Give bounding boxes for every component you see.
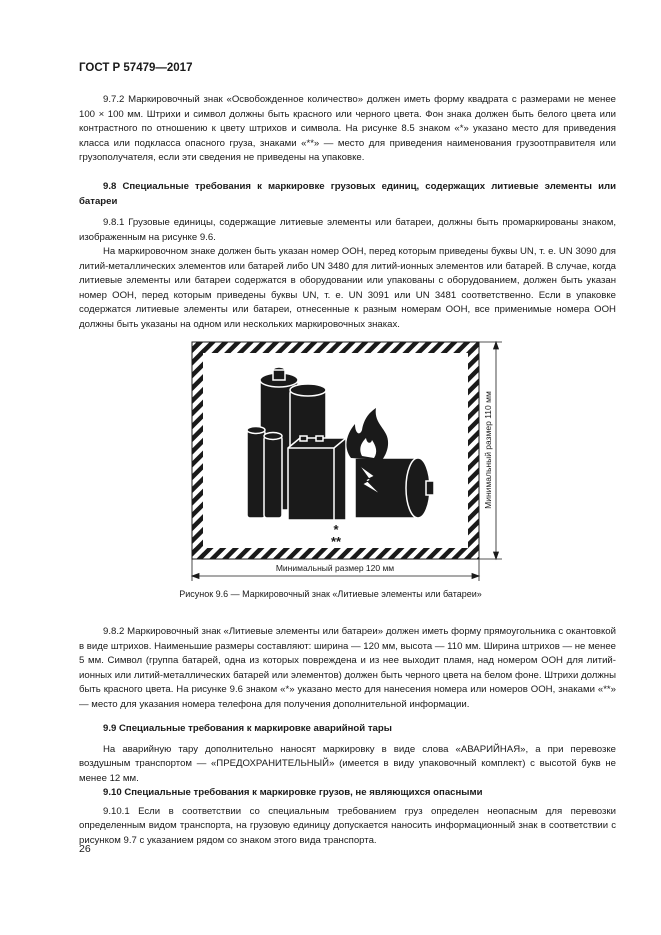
section-9-10 bbox=[79, 786, 616, 848]
paragraph-9-8-2: 9.8.2 Маркировочный знак «Литиевые элементы или батареи» должен иметь форму прямоугольника с окантовкой в виде штрихов. Наименьшие размеры составляют: ширина — 120 мм, высота — 110 мм. Ширина штрихов — не менее 5 мм. Символ (группа батарей, одна из которых повреждена и из нее выходит пламя, над номером ООН для литий-ионных или литий-металлических батарей или элементов) должен быть черного цвета на белом фоне. Штрихи должны быть красного цвета. На рисунке 9.6 знаком «*» указано место для нанесения номера или номеров ООН, знаками «**» — место для указания номера телефона для получения дополнительной информации. bbox=[79, 626, 616, 710]
section-9-8 bbox=[79, 180, 616, 332]
page-number: 26 bbox=[79, 843, 91, 855]
paragraph-9-8-1: 9.8.1 Грузовые единицы, содержащие литиевые элементы или батареи, должны быть промаркированы знаком, изображенным на рисунке 9.6. bbox=[79, 217, 616, 243]
paragraph-9-9: На аварийную тару дополнительно наносят маркировку в виде слова «АВАРИЙНАЯ», а при перевозке воздушным транспортом — «ПРЕДОХРАНИТЕЛЬНЫЙ» (имеется в виду упаковочный комплект) с высотой букв не менее 12 мм. bbox=[79, 743, 616, 784]
heading-9-8: 9.8 Специальные требования к маркировке грузовых единиц, содержащих литиевые элементы или батареи bbox=[79, 181, 616, 207]
section-9-7-2 bbox=[79, 93, 616, 166]
phone-number-placeholder: ** bbox=[330, 534, 342, 549]
heading-9-10: 9.10 Специальные требования к маркировке грузов, не являющихся опасными bbox=[103, 787, 483, 798]
horizontal-dimension-label: Минимальный размер 120 мм bbox=[275, 563, 395, 573]
paragraph-9-7-2: 9.7.2 Маркировочный знак «Освобожденное количество» должен иметь форму квадрата с размерами не менее 100 × 100 мм. Штрихи и символ должны быть красного или черного цвета. Фон знака должен быть белого цвета или контрастного по отношению к цвету штрихов и символа. На рисунке 8.5 знаком «*» указано место для приведения класса или подкласса опасного груза, знаками «**» — место для приведения наименования грузоотправителя или грузополучателя, если эти сведения не приведены на упаковке. bbox=[79, 94, 616, 163]
heading-9-9: 9.9 Специальные требования к маркировке аварийной тары bbox=[103, 723, 392, 734]
lithium-battery-mark-figure bbox=[150, 338, 510, 583]
battery-group-icon bbox=[247, 367, 434, 520]
document-code: ГОСТ Р 57479—2017 bbox=[79, 62, 193, 74]
section-9-9 bbox=[79, 722, 616, 786]
vertical-dimension-label: Минимальный размер 110 мм bbox=[483, 391, 493, 509]
un-number-placeholder: * bbox=[333, 522, 339, 537]
flame-icon bbox=[346, 408, 388, 460]
figure-caption: Рисунок 9.6 — Маркировочный знак «Литиевые элементы или батареи» bbox=[179, 589, 482, 599]
paragraph-9-10-1: 9.10.1 Если в соответствии со специальным требованием груз определен неопасным для перевозки определенным видом транспорта, на грузовую единицу допускается наносить информационный знак в соответствии с рисунком 9.7 с указанием рядом со знаком этого вида транспорта. bbox=[79, 805, 616, 846]
paragraph-9-8-1-cont: На маркировочном знаке должен быть указан номер ООН, перед которым приведены буквы UN, т. е. UN 3090 для литий-металлических элементов или батарей либо UN 3480 для литий-ионных элементов или батарей. В случае, когда литиевые элементы или батареи содержатся в оборудовании или упакованы с оборудованием, должен быть указан номер ООН, перед которым приведены буквы UN, т. е. UN 3091 или UN 3481 соответственно. Если в упаковке содержатся литиевые элементы или батареи, отнесенные к разным номерам ООН, все применимые номера ООН должны быть указаны на одном или нескольких маркировочных знаках. bbox=[79, 246, 616, 330]
section-9-8-2 bbox=[79, 625, 616, 712]
